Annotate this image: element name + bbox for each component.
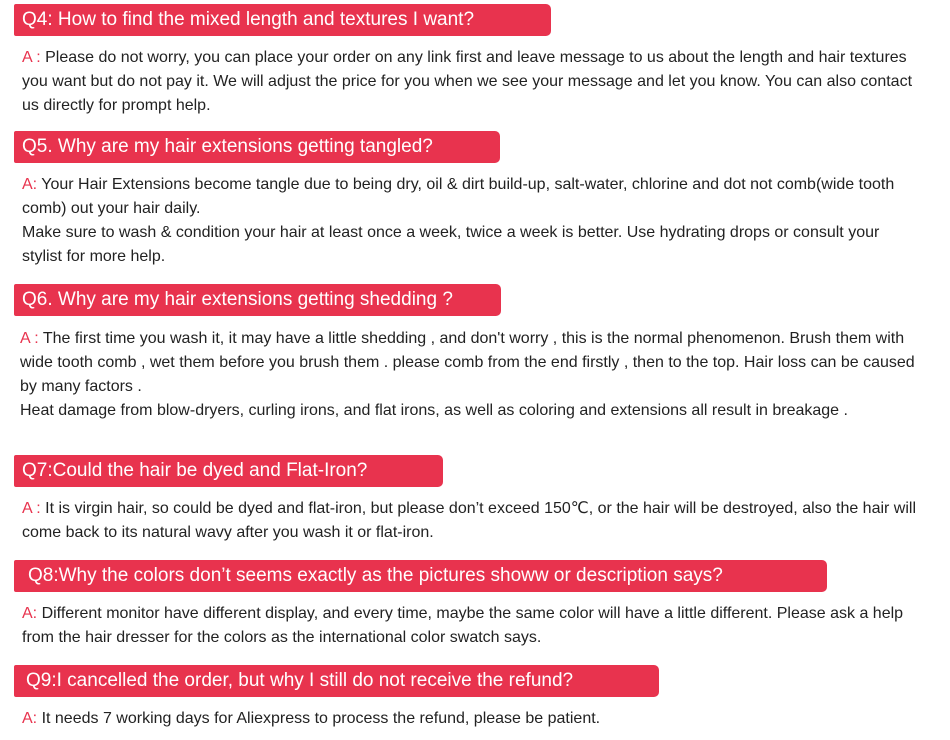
answer-text: Different monitor have different display, and every time, maybe the same color will have a little different. Please ask a help from the hair dresser for the colors as the international color swatch says. [22,605,904,646]
answer-paragraph [22,602,937,650]
answer-prefix: A : [22,49,46,66]
faq-question-q9: Q9:I cancelled the order, but why I still do not receive the refund? [14,665,659,697]
answer-prefix: A : [20,330,43,347]
faq-question-q5: Q5. Why are my hair extensions getting tangled? [14,131,500,163]
answer-prefix: A: [22,176,42,193]
answer-paragraph [22,173,922,221]
faq-answer-q6 [20,327,920,423]
answer-paragraph [22,497,922,545]
answer-prefix: A : [22,500,46,517]
answer-paragraph: Heat damage from blow-dryers, curling irons, and flat irons, as well as coloring and extensions all result in breakage . [20,402,848,419]
faq-answer-q8 [22,602,937,650]
answer-prefix: A: [22,710,42,727]
faq-question-q6: Q6. Why are my hair extensions getting shedding ? [14,284,501,316]
faq-answer-q4 [22,46,922,118]
faq-answer-q5 [22,173,922,269]
answer-text: It needs 7 working days for Aliexpress to process the refund, please be patient. [41,710,601,727]
faq-question-q4: Q4: How to find the mixed length and textures I want? [14,4,551,36]
answer-paragraph [22,46,922,118]
answer-text: It is virgin hair, so could be dyed and flat-iron, but please don’t exceed 150℃, or the hair will be destroyed, also the hair will come back to its natural wavy after you wash it or flat-iron. [22,500,917,541]
answer-text: Your Hair Extensions become tangle due to being dry, oil & dirt build-up, salt-water, chlorine and dot not comb(wide tooth comb) out your hair daily. [22,176,895,217]
answer-paragraph [22,707,922,731]
faq-answer-q9 [22,707,922,731]
faq-answer-q7 [22,497,922,545]
answer-paragraph: Make sure to wash & condition your hair at least once a week, twice a week is better. Use hydrating drops or consult your stylist for more help. [22,224,880,265]
answer-paragraph [20,327,920,399]
faq-question-q7: Q7:Could the hair be dyed and Flat-Iron? [14,455,443,487]
faq-question-q8: Q8:Why the colors don’t seems exactly as the pictures showw or description says? [14,560,827,592]
answer-text: Please do not worry, you can place your order on any link first and leave message to us about the length and hair textures you want but do not pay it. We will adjust the price for you when we see your message and let you know. You can also contact us directly for prompt help. [22,49,913,114]
answer-text: The first time you wash it, it may have a little shedding , and don't worry , this is the normal phenomenon. Brush them with wide tooth comb , wet them before you brush them . please comb from the end firstly , then to the top. Hair loss can be caused by many factors . [20,330,915,395]
answer-prefix: A: [22,605,42,622]
